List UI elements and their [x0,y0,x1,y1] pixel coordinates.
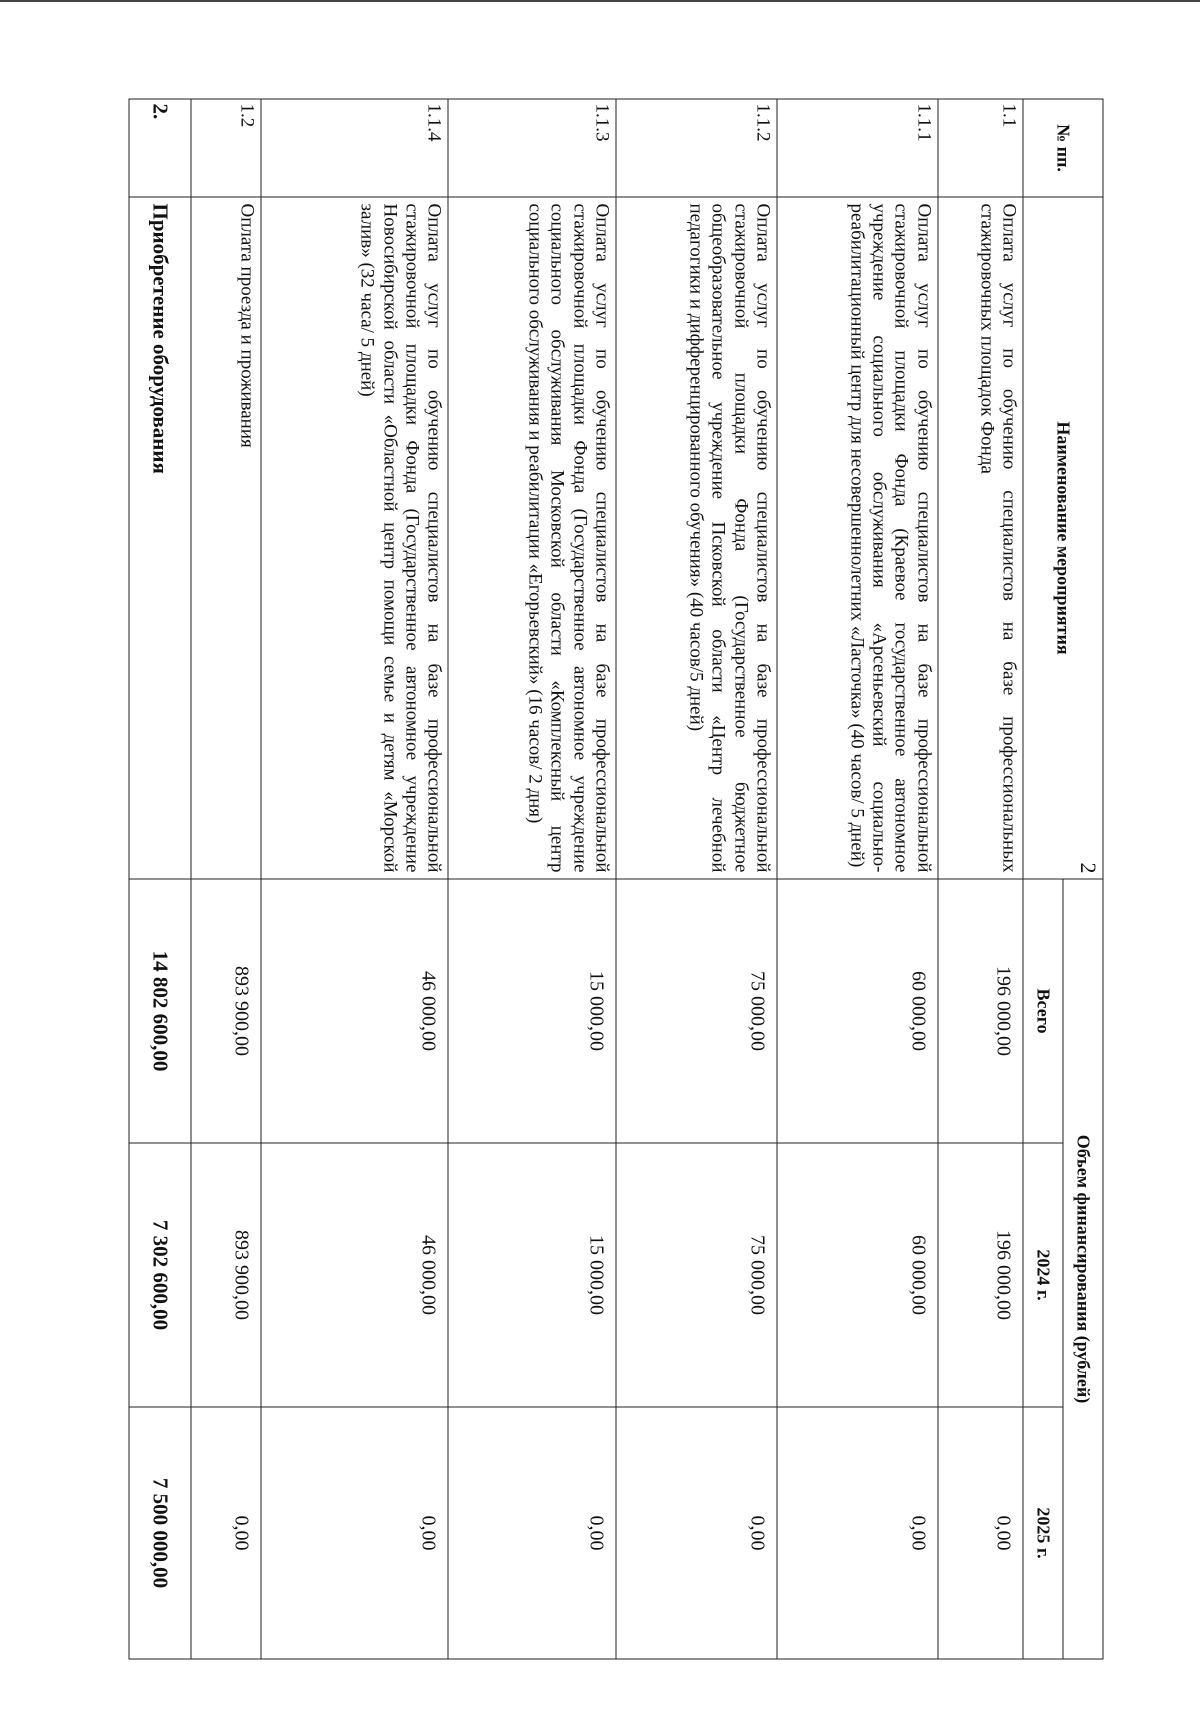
row-total: 15 000,00 [448,879,616,1143]
row-2024: 75 000,00 [616,1143,777,1407]
row-2024: 893 900,00 [191,1143,262,1407]
row-name: Оплата проезда и проживания [191,197,262,879]
page-number: 2 [1076,862,1101,874]
row-2024: 15 000,00 [448,1143,616,1407]
row-2024: 46 000,00 [262,1143,449,1407]
header-total: Всего [1023,879,1063,1143]
row-name: Оплата услуг по обучению специалистов на базе профессиональной стажировочной площадки Фонда (Государственное автономное учреждение социального обслуживания Московской области «Комплексный центр социального обслуживания и реабилитации «Егорьевский» (16 часов/ 2 дня) [448,197,616,879]
row-num: 1.1.2 [616,99,777,197]
table-row [191,99,262,1659]
row-num: 1.1.3 [448,99,616,197]
row-2024: 7 302 600,00 [129,1143,191,1407]
header-financing: Объем финансирования (рублей) [1063,879,1103,1659]
row-total: 60 000,00 [777,879,938,1143]
row-total: 46 000,00 [262,879,449,1143]
row-total: 14 802 600,00 [129,879,191,1143]
row-2025: 0,00 [448,1407,616,1659]
row-total: 893 900,00 [191,879,262,1143]
row-2024: 196 000,00 [938,1143,1023,1407]
row-num: 1.1.1 [777,99,938,197]
row-total: 196 000,00 [938,879,1023,1143]
row-2025: 0,00 [777,1407,938,1659]
row-2025: 0,00 [262,1407,449,1659]
header-name: Наименование мероприятия [1023,197,1103,879]
row-total: 75 000,00 [616,879,777,1143]
header-year-2025: 2025 г. [1023,1407,1063,1659]
row-num: 1.1 [938,99,1023,197]
table-row [777,99,938,1659]
row-2025: 0,00 [191,1407,262,1659]
row-name: Оплата услуг по обучению специалистов на базе профессиональной стажировочной площадки Фонда (Государственное автономное учреждение Новосибирской области «Областной центр помощи семье и детям «Морской залив» (32 часа/ 5 дней) [262,197,449,879]
table-row [938,99,1023,1659]
row-num: 2. [129,99,191,197]
row-name: Приобретение оборудования [129,197,191,879]
row-name: Оплата услуг по обучению специалистов на базе профессиональных стажировочных площадок Фонда [938,197,1023,879]
table-row [616,99,777,1659]
financing-table [129,99,1104,1660]
header-num: № пп. [1023,99,1103,197]
row-name: Оплата услуг по обучению специалистов на базе профессиональной стажировочной площадки Фонда (Краевое государственное автономное учреждение социального обслуживания «Арсеньевский социально-реабилитационный центр для несовершеннолетних «Ласточка» (40 часов/ 5 дней) [777,197,938,879]
table-row [448,99,616,1659]
rotated-financing-table [129,99,1104,1659]
row-2025: 0,00 [616,1407,777,1659]
header-year-2024: 2024 г. [1023,1143,1063,1407]
table-row [262,99,449,1659]
table-row [129,99,191,1659]
row-num: 1.1.4 [262,99,449,197]
row-num: 1.2 [191,99,262,197]
scan-top-edge [0,0,1200,2]
row-2024: 60 000,00 [777,1143,938,1407]
row-name: Оплата услуг по обучению специалистов на базе профессиональной стажировочной площадки Фонда (Государственное бюджетное общеобразовательное учреждение Псковской области «Центр лечебной педагогики и дифференцированного обучения» (40 часов/5 дней) [616,197,777,879]
row-2025: 7 500 000,00 [129,1407,191,1659]
row-2025: 0,00 [938,1407,1023,1659]
